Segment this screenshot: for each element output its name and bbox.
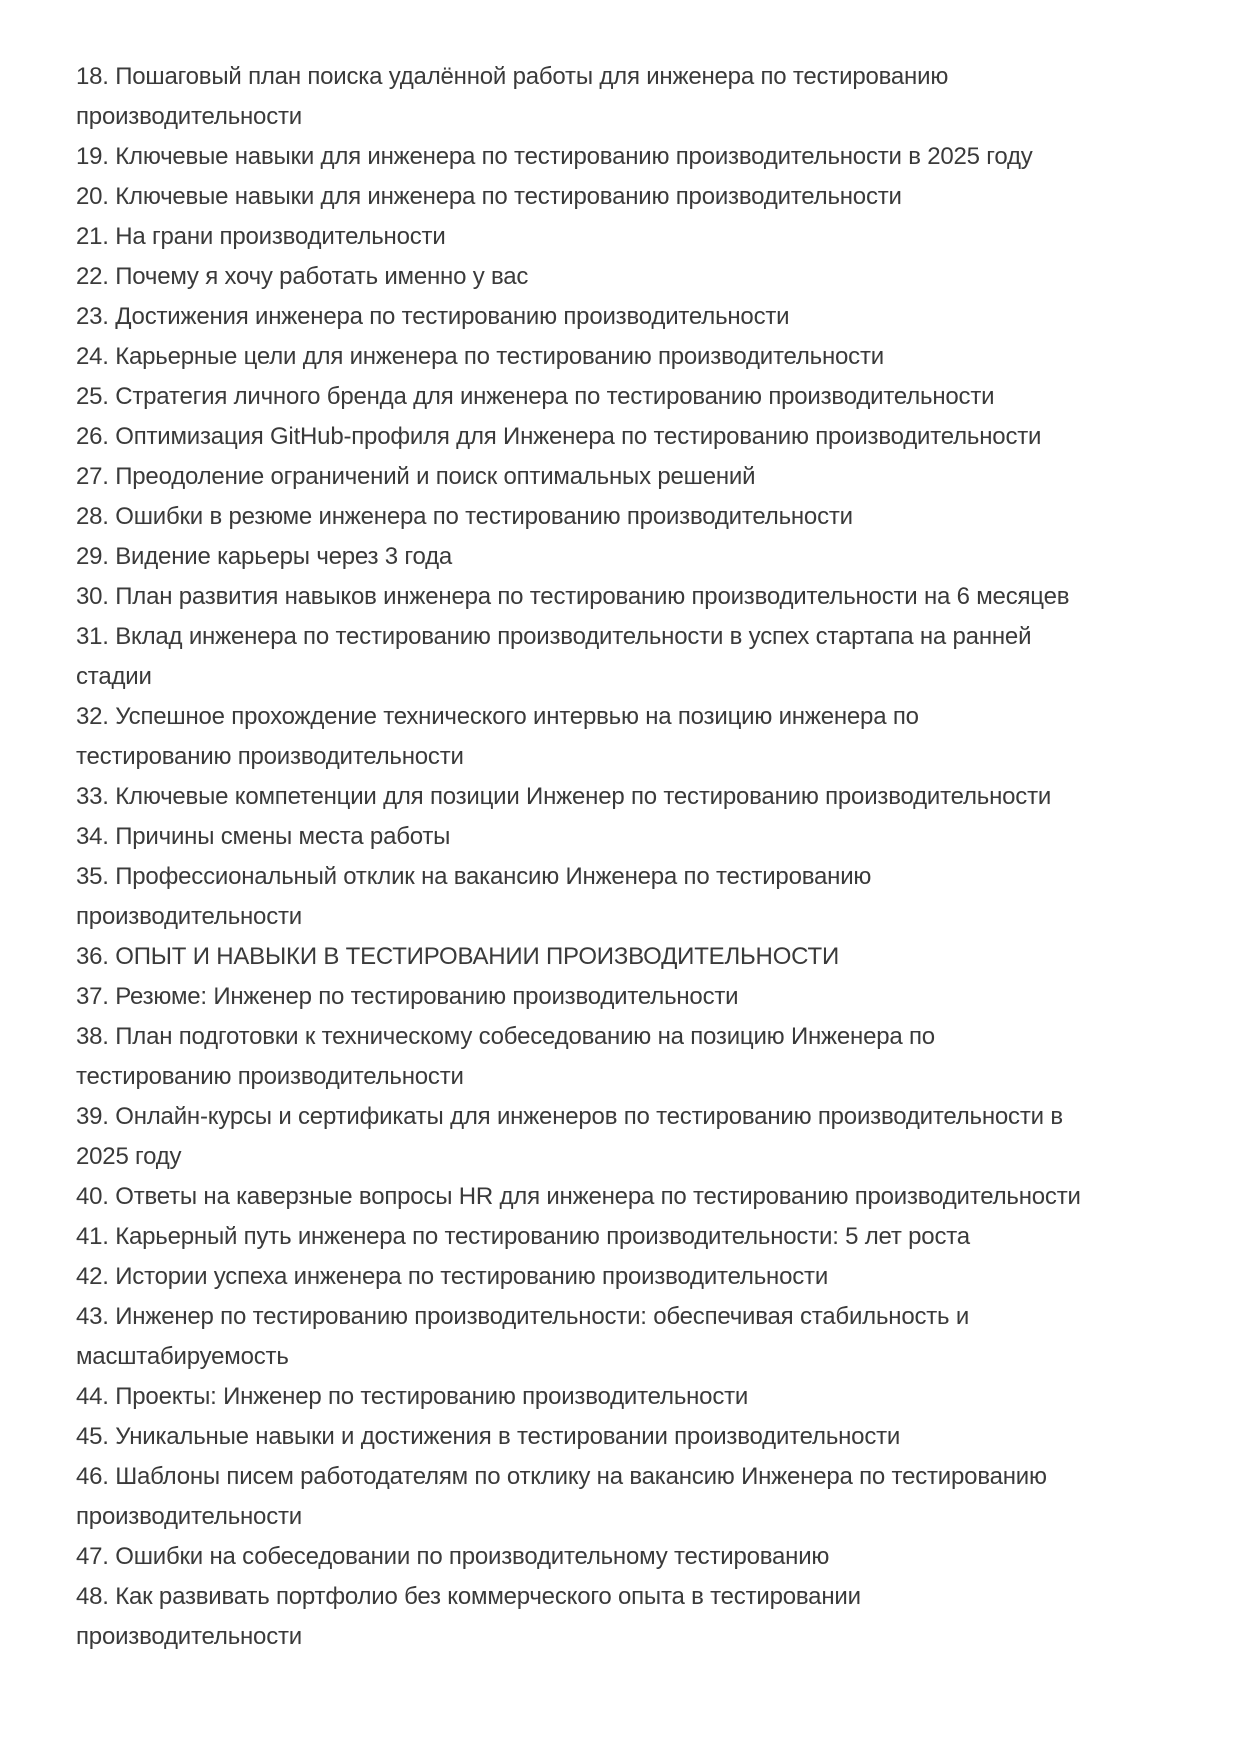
list-item-line: 30. План развития навыков инженера по тестированию производительности на 6 месяцев xyxy=(76,583,1070,610)
list-item-line: 28. Ошибки в резюме инженера по тестированию производительности xyxy=(76,503,853,530)
list-item-line: 35. Профессиональный отклик на вакансию Инженера по тестированию xyxy=(76,863,872,890)
list-item-line: 21. На грани производительности xyxy=(76,223,446,250)
list-item-line: 47. Ошибки на собеседовании по производительному тестированию xyxy=(76,1543,830,1570)
list-item xyxy=(76,137,1179,177)
list-item-line: стадии xyxy=(76,663,152,690)
list-item-line: 44. Проекты: Инженер по тестированию производительности xyxy=(76,1383,749,1410)
list-item xyxy=(76,1457,1179,1537)
numbered-list xyxy=(76,57,1179,1657)
list-item-line: 19. Ключевые навыки для инженера по тестированию производительности в 2025 году xyxy=(76,143,1033,170)
list-item xyxy=(76,257,1179,297)
list-item-line: 42. Истории успеха инженера по тестированию производительности xyxy=(76,1263,829,1290)
list-item xyxy=(76,1017,1179,1097)
list-item-line: производительности xyxy=(76,1623,302,1650)
list-item xyxy=(76,1217,1179,1257)
list-item xyxy=(76,497,1179,537)
list-item-line: 18. Пошаговый план поиска удалённой работы для инженера по тестированию xyxy=(76,63,949,90)
list-item-line: 29. Видение карьеры через 3 года xyxy=(76,543,453,570)
list-item-line: 24. Карьерные цели для инженера по тестированию производительности xyxy=(76,343,884,370)
list-item-line: 25. Стратегия личного бренда для инженера по тестированию производительности xyxy=(76,383,995,410)
list-item xyxy=(76,577,1179,617)
list-item-line: 36. ОПЫТ И НАВЫКИ В ТЕСТИРОВАНИИ ПРОИЗВОДИТЕЛЬНОСТИ xyxy=(76,943,840,970)
list-item-line: 46. Шаблоны писем работодателям по отклику на вакансию Инженера по тестированию xyxy=(76,1463,1047,1490)
list-item xyxy=(76,1537,1179,1577)
list-item-line: 43. Инженер по тестированию производительности: обеспечивая стабильность и xyxy=(76,1303,970,1330)
list-item-line: производительности xyxy=(76,1503,302,1530)
list-item-line: 48. Как развивать портфолио без коммерческого опыта в тестировании xyxy=(76,1583,861,1610)
list-item xyxy=(76,617,1179,697)
list-item xyxy=(76,177,1179,217)
list-item xyxy=(76,417,1179,457)
list-item-line: 45. Уникальные навыки и достижения в тестировании производительности xyxy=(76,1423,901,1450)
list-item xyxy=(76,1297,1179,1377)
list-item-line: 38. План подготовки к техническому собеседованию на позицию Инженера по xyxy=(76,1023,935,1050)
list-item-line: 37. Резюме: Инженер по тестированию производительности xyxy=(76,983,739,1010)
list-item-line: 33. Ключевые компетенции для позиции Инженер по тестированию производительности xyxy=(76,783,1052,810)
list-item-line: 40. Ответы на каверзные вопросы HR для инженера по тестированию производительности xyxy=(76,1183,1081,1210)
list-item xyxy=(76,937,1179,977)
list-item-line: 26. Оптимизация GitHub-профиля для Инженера по тестированию производительности xyxy=(76,423,1042,450)
list-item-line: 22. Почему я хочу работать именно у вас xyxy=(76,263,529,290)
list-item xyxy=(76,537,1179,577)
list-item-line: 20. Ключевые навыки для инженера по тестированию производительности xyxy=(76,183,902,210)
list-item xyxy=(76,1257,1179,1297)
list-item xyxy=(76,297,1179,337)
list-item-line: тестированию производительности xyxy=(76,743,464,770)
list-item xyxy=(76,1177,1179,1217)
list-item xyxy=(76,377,1179,417)
list-item xyxy=(76,217,1179,257)
list-item-line: 34. Причины смены места работы xyxy=(76,823,451,850)
list-item xyxy=(76,1577,1179,1657)
list-item xyxy=(76,817,1179,857)
list-item-line: 23. Достижения инженера по тестированию производительности xyxy=(76,303,790,330)
list-item xyxy=(76,777,1179,817)
list-item xyxy=(76,857,1179,937)
list-item xyxy=(76,57,1179,137)
list-item xyxy=(76,1417,1179,1457)
list-item xyxy=(76,697,1179,777)
list-item xyxy=(76,977,1179,1017)
list-item-line: производительности xyxy=(76,903,302,930)
list-item-line: 39. Онлайн-курсы и сертификаты для инженеров по тестированию производительности в xyxy=(76,1103,1063,1130)
list-item-line: 27. Преодоление ограничений и поиск оптимальных решений xyxy=(76,463,756,490)
list-item xyxy=(76,457,1179,497)
list-item-line: тестированию производительности xyxy=(76,1063,464,1090)
list-item-line: 2025 году xyxy=(76,1143,182,1170)
list-item-line: 32. Успешное прохождение технического интервью на позицию инженера по xyxy=(76,703,919,730)
list-item xyxy=(76,1097,1179,1177)
list-item xyxy=(76,337,1179,377)
list-item-line: 31. Вклад инженера по тестированию производительности в успех стартапа на ранней xyxy=(76,623,1032,650)
list-item-line: 41. Карьерный путь инженера по тестированию производительности: 5 лет роста xyxy=(76,1223,970,1250)
list-item-line: масштабируемость xyxy=(76,1343,289,1370)
list-item xyxy=(76,1377,1179,1417)
list-item-line: производительности xyxy=(76,103,302,130)
